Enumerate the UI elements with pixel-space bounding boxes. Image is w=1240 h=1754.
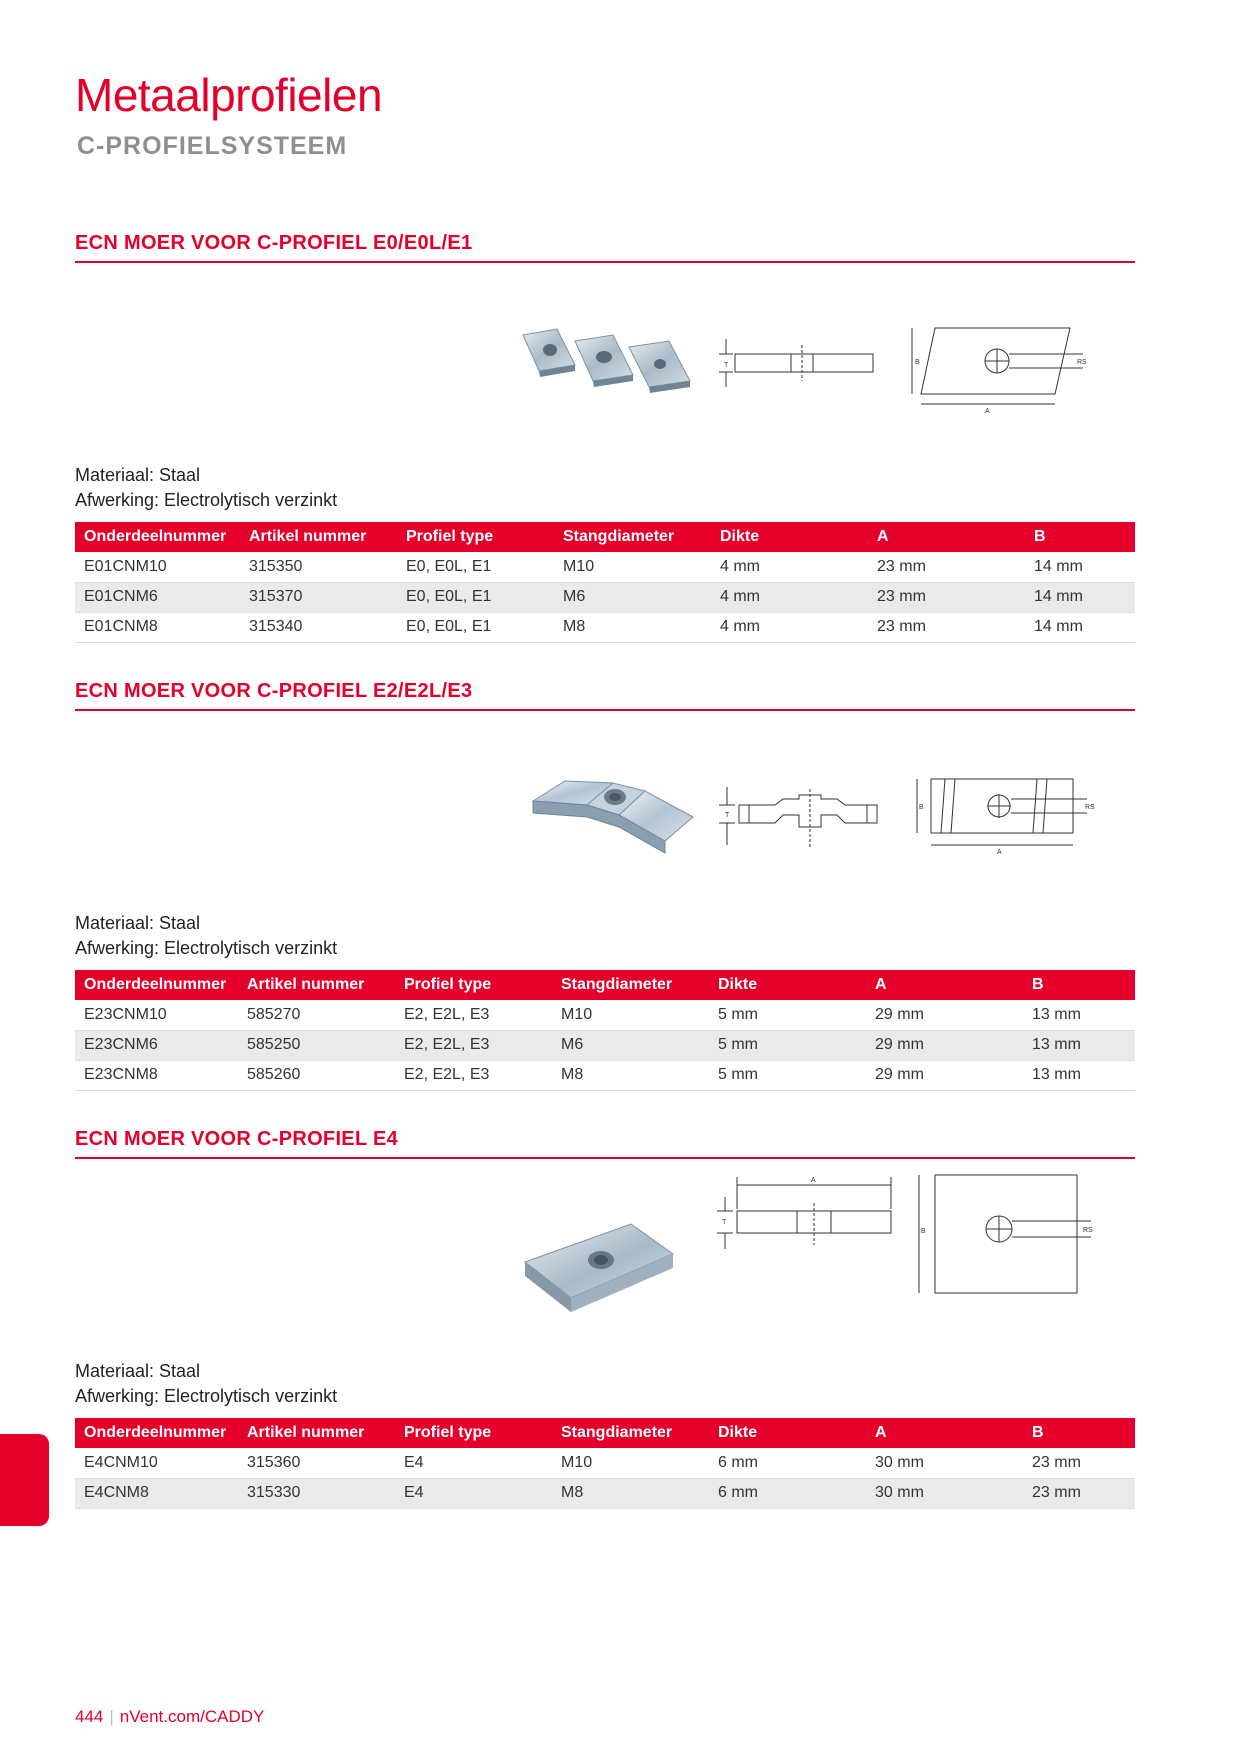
- column-header: Stangdiameter: [554, 522, 711, 552]
- table-cell: 4 mm: [711, 582, 868, 612]
- table-cell: 29 mm: [866, 1000, 1023, 1030]
- table-cell: E4CNM8: [75, 1478, 238, 1508]
- table-cell: 315370: [240, 582, 397, 612]
- column-header: Stangdiameter: [552, 970, 709, 1000]
- table-cell: M10: [552, 1448, 709, 1478]
- table-cell: E4: [395, 1448, 552, 1478]
- table-cell: 585270: [238, 1000, 395, 1030]
- rod-size-label: RS: [1077, 359, 1087, 366]
- side-view-drawing-e4: [715, 1169, 900, 1269]
- table-cell: 14 mm: [1025, 552, 1135, 582]
- table-cell: 23 mm: [1023, 1448, 1135, 1478]
- table-cell: M6: [554, 582, 711, 612]
- table-cell: E01CNM6: [75, 582, 240, 612]
- column-header: A: [866, 1418, 1023, 1448]
- column-header: Profiel type: [397, 522, 554, 552]
- column-header: Dikte: [711, 522, 868, 552]
- table-cell: E23CNM10: [75, 1000, 238, 1030]
- section-title: ECN MOER VOOR C-PROFIEL E4: [75, 1128, 1135, 1159]
- table-row: [75, 1000, 1135, 1030]
- table-cell: E01CNM8: [75, 612, 240, 642]
- column-header: Onderdeelnummer: [75, 970, 238, 1000]
- column-header: B: [1025, 522, 1135, 552]
- table-cell: 315330: [238, 1478, 395, 1508]
- table-header-row: [75, 970, 1135, 1000]
- table-cell: 29 mm: [866, 1060, 1023, 1090]
- spec-table: [75, 522, 1135, 643]
- table-cell: 585260: [238, 1060, 395, 1090]
- table-header-row: [75, 522, 1135, 552]
- thickness-label: T: [722, 1219, 727, 1226]
- column-header: Profiel type: [395, 970, 552, 1000]
- length-label: A: [811, 1177, 816, 1184]
- spec-table: [75, 970, 1135, 1091]
- column-header: Artikel nummer: [238, 970, 395, 1000]
- table-cell: 30 mm: [866, 1478, 1023, 1508]
- top-view-drawing-e4: [905, 1169, 1105, 1299]
- table-cell: 23 mm: [868, 612, 1025, 642]
- length-label: A: [985, 408, 990, 413]
- table-cell: 30 mm: [866, 1448, 1023, 1478]
- table-cell: 315340: [240, 612, 397, 642]
- table-cell: 13 mm: [1023, 1030, 1135, 1060]
- product-photo-e23: [525, 771, 705, 881]
- table-cell: E23CNM6: [75, 1030, 238, 1060]
- column-header: Dikte: [709, 1418, 866, 1448]
- thickness-label: T: [725, 812, 730, 819]
- table-cell: M8: [554, 612, 711, 642]
- rod-size-label: RS: [1085, 804, 1095, 811]
- material-text: Materiaal: Staal: [75, 465, 201, 485]
- table-cell: 23 mm: [1023, 1478, 1135, 1508]
- table-cell: 5 mm: [709, 1000, 866, 1030]
- footer-separator: |: [109, 1707, 114, 1726]
- table-cell: E0, E0L, E1: [397, 612, 554, 642]
- table-cell: 315350: [240, 552, 397, 582]
- product-section-e01: [75, 232, 1135, 643]
- table-cell: M8: [552, 1478, 709, 1508]
- column-header: Artikel nummer: [238, 1418, 395, 1448]
- table-cell: 5 mm: [709, 1030, 866, 1060]
- table-cell: 13 mm: [1023, 1060, 1135, 1090]
- table-cell: E0, E0L, E1: [397, 582, 554, 612]
- material-text: Materiaal: Staal: [75, 1361, 201, 1381]
- page-subtitle: C-PROFIELSYSTEEM: [77, 132, 348, 160]
- thickness-label: T: [724, 362, 729, 369]
- table-cell: E2, E2L, E3: [395, 1030, 552, 1060]
- length-label: A: [997, 849, 1002, 856]
- table-cell: E2, E2L, E3: [395, 1000, 552, 1030]
- side-view-drawing-e01: [715, 333, 885, 393]
- table-row: [75, 612, 1135, 642]
- column-header: Profiel type: [395, 1418, 552, 1448]
- table-row: [75, 552, 1135, 582]
- width-label: B: [919, 804, 924, 811]
- figure-row: [75, 263, 1135, 463]
- table-cell: 6 mm: [709, 1448, 866, 1478]
- table-row: [75, 582, 1135, 612]
- top-view-drawing-e01: [905, 318, 1095, 413]
- table-cell: E0, E0L, E1: [397, 552, 554, 582]
- table-header-row: [75, 1418, 1135, 1448]
- table-cell: E2, E2L, E3: [395, 1060, 552, 1090]
- top-view-drawing-e23: [905, 771, 1105, 871]
- table-cell: 23 mm: [868, 582, 1025, 612]
- column-header: Stangdiameter: [552, 1418, 709, 1448]
- product-photo-e4: [515, 1214, 685, 1324]
- table-row: [75, 1060, 1135, 1090]
- table-cell: 13 mm: [1023, 1000, 1135, 1030]
- rod-size-label: RS: [1083, 1227, 1093, 1234]
- section-title: ECN MOER VOOR C-PROFIEL E0/E0L/E1: [75, 232, 1135, 263]
- finish-text: Afwerking: Electrolytisch verzinkt: [75, 490, 338, 510]
- column-header: Onderdeelnummer: [75, 522, 240, 552]
- column-header: A: [866, 970, 1023, 1000]
- table-row: [75, 1448, 1135, 1478]
- product-section-e4: [75, 1128, 1135, 1509]
- side-view-drawing-e23: [715, 783, 895, 853]
- table-cell: E4CNM10: [75, 1448, 238, 1478]
- table-cell: 315360: [238, 1448, 395, 1478]
- section-side-tab: [0, 1434, 49, 1526]
- section-title: ECN MOER VOOR C-PROFIEL E2/E2L/E3: [75, 680, 1135, 711]
- figure-row: [75, 711, 1135, 911]
- table-cell: 14 mm: [1025, 582, 1135, 612]
- table-cell: 14 mm: [1025, 612, 1135, 642]
- column-header: B: [1023, 1418, 1135, 1448]
- page-title: Metaalprofielen: [75, 69, 383, 121]
- table-cell: 23 mm: [868, 552, 1025, 582]
- table-cell: M8: [552, 1060, 709, 1090]
- column-header: Artikel nummer: [240, 522, 397, 552]
- table-cell: 585250: [238, 1030, 395, 1060]
- width-label: B: [915, 359, 920, 366]
- figure-row: [75, 1159, 1135, 1359]
- footer-url-link[interactable]: nVent.com/CADDY: [119, 1707, 265, 1726]
- finish-text: Afwerking: Electrolytisch verzinkt: [75, 938, 338, 958]
- table-cell: M6: [552, 1030, 709, 1060]
- table-cell: E4: [395, 1478, 552, 1508]
- table-cell: 4 mm: [711, 612, 868, 642]
- table-cell: M10: [552, 1000, 709, 1030]
- column-header: A: [868, 522, 1025, 552]
- column-header: B: [1023, 970, 1135, 1000]
- column-header: Dikte: [709, 970, 866, 1000]
- spec-table: [75, 1418, 1135, 1509]
- table-row: [75, 1478, 1135, 1508]
- table-row: [75, 1030, 1135, 1060]
- table-cell: 6 mm: [709, 1478, 866, 1508]
- material-text: Materiaal: Staal: [75, 913, 201, 933]
- column-header: Onderdeelnummer: [75, 1418, 238, 1448]
- table-cell: 4 mm: [711, 552, 868, 582]
- footer: [75, 1707, 264, 1727]
- table-cell: E23CNM8: [75, 1060, 238, 1090]
- table-cell: E01CNM10: [75, 552, 240, 582]
- table-cell: M10: [554, 552, 711, 582]
- product-section-e23: [75, 680, 1135, 1091]
- table-cell: 5 mm: [709, 1060, 866, 1090]
- width-label: B: [921, 1228, 926, 1235]
- page-number: 444: [75, 1707, 104, 1726]
- table-cell: 29 mm: [866, 1030, 1023, 1060]
- finish-text: Afwerking: Electrolytisch verzinkt: [75, 1386, 338, 1406]
